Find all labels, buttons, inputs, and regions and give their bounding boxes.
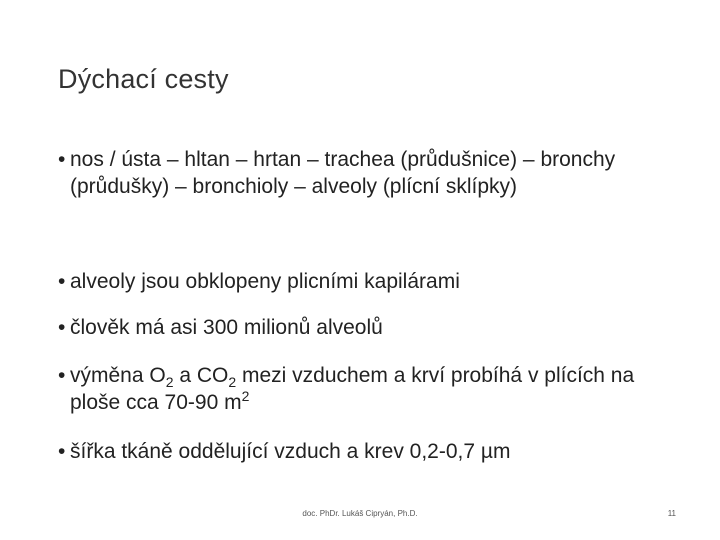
- subscript: 2: [165, 374, 174, 390]
- bullet-text-part: a CO: [173, 364, 229, 387]
- bullet-tissue-thickness: [58, 438, 670, 465]
- bullet-icon: •: [58, 316, 66, 339]
- bullet-gas-exchange: [58, 362, 670, 416]
- bullet-icon: •: [58, 440, 66, 463]
- bullet-icon: •: [58, 364, 66, 387]
- bullet-text: nos / ústa – hltan – hrtan – trachea (průdušnice) – bronchy (průdušky) – bronchioly – alveoly (plícní sklípky): [70, 148, 616, 198]
- bullet-icon: •: [58, 148, 66, 171]
- bullet-text: šířka tkáně oddělující vzduch a krev 0,2-0,7 µm: [70, 440, 511, 463]
- bullet-icon: •: [58, 270, 66, 293]
- slide-footer: doc. PhDr. Lukáš Cipryán, Ph.D.: [302, 509, 418, 518]
- bullet-airway-path: [58, 146, 670, 200]
- bullet-text: alveoly jsou obklopeny plicními kapilárami: [70, 270, 460, 293]
- bullet-alveoli-count: [58, 314, 670, 341]
- bullet-text-part: výměna O: [70, 364, 166, 387]
- page-number: 11: [667, 509, 676, 518]
- subscript: 2: [228, 374, 237, 390]
- superscript: 2: [241, 388, 250, 404]
- bullet-text: člověk má asi 300 milionů alveolů: [70, 316, 383, 339]
- slide-title: Dýchací cesty: [58, 64, 229, 94]
- bullet-text-part: mezi vzduchem a krví probíhá v plících na ploše cca 70-90 m: [70, 364, 635, 414]
- bullet-alveoli-capillaries: [58, 268, 670, 295]
